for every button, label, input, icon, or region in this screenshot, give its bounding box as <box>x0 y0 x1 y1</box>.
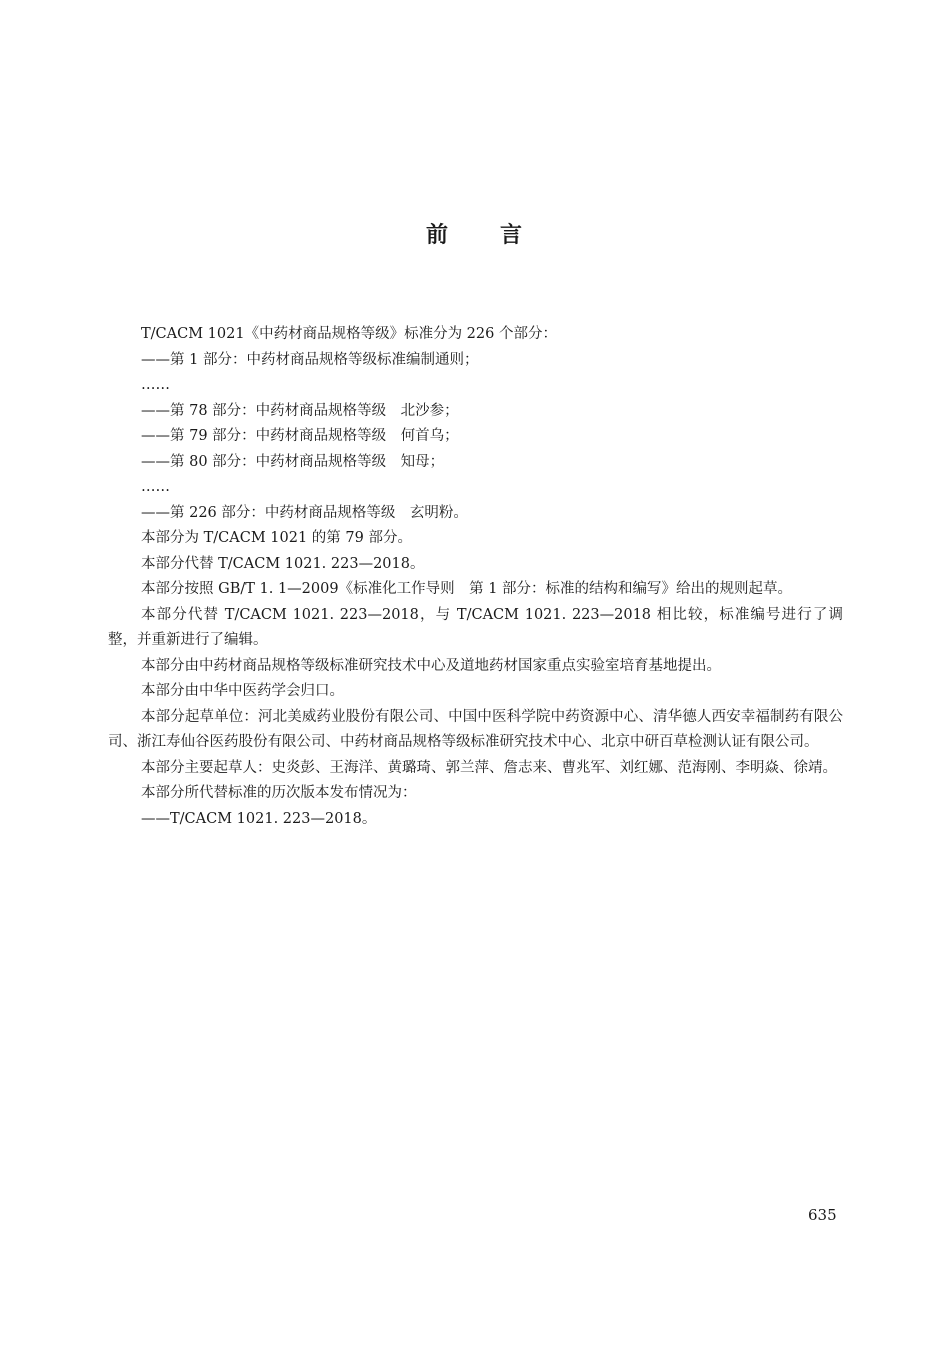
list-item: ——第 79 部分：中药材商品规格等级 何首乌； <box>141 428 459 444</box>
paragraph: T/CACM 1021《中药材商品规格等级》标准分为 226 个部分： <box>141 326 557 342</box>
paragraph: 本部分按照 GB/T 1. 1—2009《标准化工作导则 第 1 部分：标准的结构和编写》给出的规则起草。 <box>141 581 793 597</box>
list-item: ——第 78 部分：中药材商品规格等级 北沙参； <box>141 402 459 419</box>
list-item: ——第 226 部分：中药材商品规格等级 玄明粉。 <box>141 504 468 521</box>
paragraph: 本部分起草单位：河北美威药业股份有限公司、中国中医科学院中药资源中心、清华德人西安幸福制药有限公司、浙江寿仙谷医药股份有限公司、中药材商品规格等级标准研究技术中心、北京中研百草检测认证有限公司。 <box>108 708 843 750</box>
ellipsis: …… <box>141 479 170 495</box>
list-item: ——T/CACM 1021. 223—2018。 <box>141 810 377 827</box>
paragraph: 本部分主要起草人：史炎彭、王海洋、黄璐琦、郭兰萍、詹志来、曹兆军、刘红娜、范海刚、李明焱、徐靖。 <box>141 759 837 776</box>
paragraph: 本部分由中药材商品规格等级标准研究技术中心及道地药材国家重点实验室培育基地提出。 <box>141 657 721 674</box>
ellipsis: …… <box>141 377 170 393</box>
page-title <box>0 218 950 249</box>
paragraph: 本部分代替 T/CACM 1021. 223—2018。 <box>141 555 425 572</box>
title-char-1: 前 <box>425 223 450 248</box>
list-item: ——第 80 部分：中药材商品规格等级 知母； <box>141 453 445 470</box>
paragraph: 本部分由中华中医药学会归口。 <box>141 683 344 699</box>
paragraph: 本部分为 T/CACM 1021 的第 79 部分。 <box>141 530 412 546</box>
foreword-body <box>108 322 843 832</box>
page-number: 635 <box>808 1206 837 1224</box>
paragraph: 本部分代替 T/CACM 1021. 223—2018，与 T/CACM 1021. 223—2018 相比较，标准编号进行了调整，并重新进行了编辑。 <box>108 606 843 648</box>
list-item: ——第 1 部分：中药材商品规格等级标准编制通则； <box>141 351 479 368</box>
title-char-2: 言 <box>500 223 525 248</box>
paragraph: 本部分所代替标准的历次版本发布情况为： <box>141 785 417 801</box>
